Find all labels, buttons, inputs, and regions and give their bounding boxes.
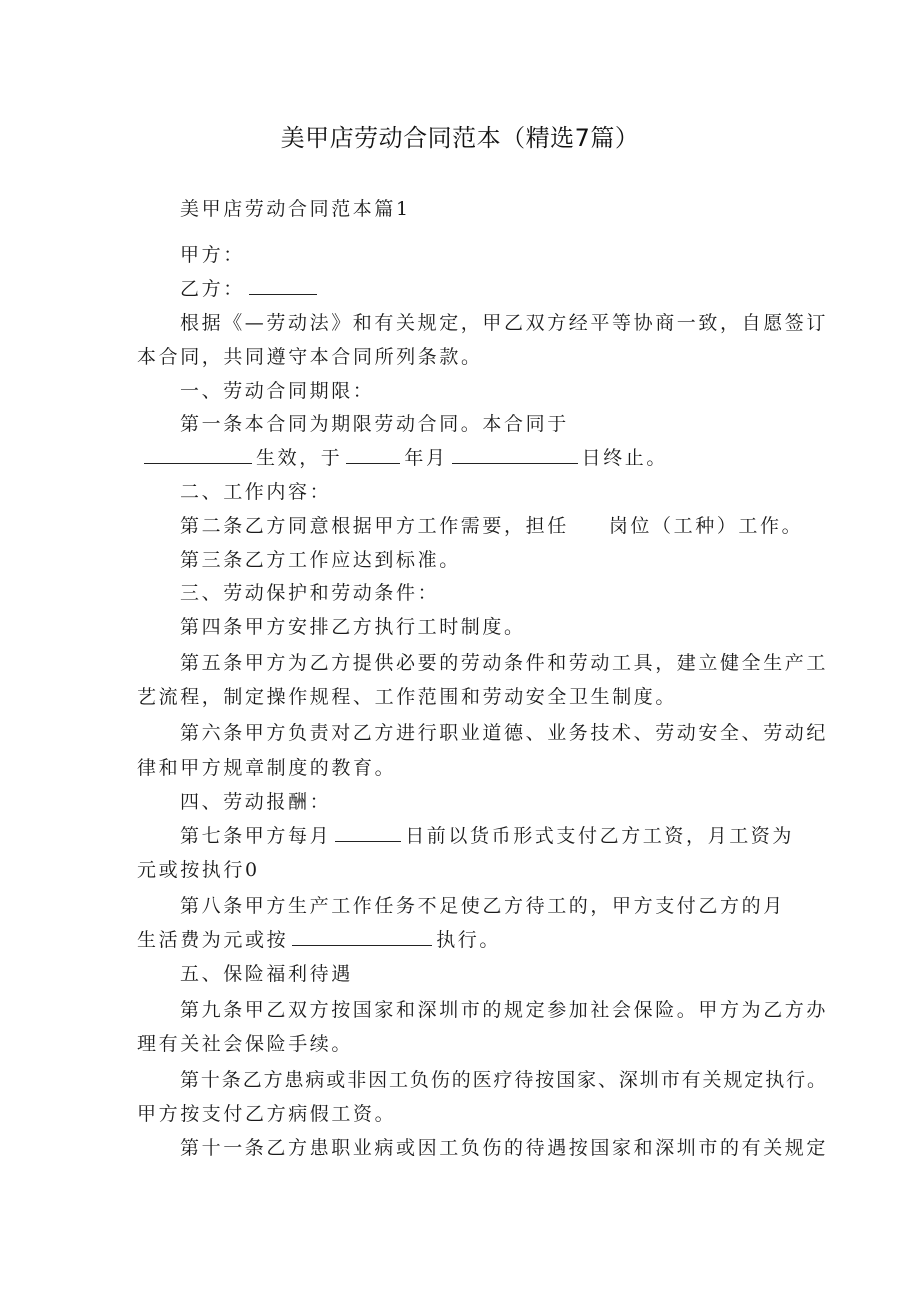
payday-blank — [335, 823, 401, 842]
heading-work-content: 二、工作内容： — [180, 481, 332, 503]
year-blank — [346, 445, 400, 464]
start-date-blank — [144, 445, 252, 464]
article-5-line-2: 艺流程，制定操作规程、工作范围和劳动安全卫生制度。 — [137, 686, 678, 708]
article-5-line-1: 第五条甲方为乙方提供必要的劳动条件和劳动工具，建立健全生产工 — [180, 652, 829, 674]
party-b-label: 乙方： — [180, 278, 245, 300]
document-title: 美甲店劳动合同范本（精选7篇） — [280, 124, 640, 152]
intro-paragraph-line-2: 本合同，共同遵守本合同所列条款。 — [137, 346, 483, 368]
heading-insurance-welfare: 五、保险福利待遇 — [180, 963, 353, 985]
article-7-line-1: 第七条甲方每月 日前以货币形式支付乙方工资，月工资为 — [180, 825, 795, 847]
article-6-line-1: 第六条甲方负责对乙方进行职业道德、业务技术、劳动安全、劳动纪 — [180, 722, 829, 744]
article-1-line-2: 生效，于 年月 日终止。 — [140, 445, 668, 471]
party-a-label: 甲方： — [180, 244, 245, 266]
article-4: 第四条甲方安排乙方执行工时制度。 — [180, 616, 526, 638]
article-10-line-2: 甲方按支付乙方病假工资。 — [137, 1103, 397, 1125]
article-10-line-1: 第十条乙方患病或非因工负伤的医疗待按国家、深圳市有关规定执行。 — [180, 1069, 828, 1091]
article-6-line-2: 律和甲方规章制度的教育。 — [137, 757, 397, 779]
article-1-line-1: 第一条本合同为期限劳动合同。本合同于 — [180, 413, 569, 435]
section-heading: 美甲店劳动合同范本篇1 — [180, 198, 411, 220]
living-allowance-blank — [292, 927, 432, 946]
party-b-line — [180, 276, 321, 302]
article-2: 第二条乙方同意根据甲方工作需要，担任 岗位（工种）工作。 — [180, 515, 804, 537]
article-3: 第三条乙方工作应达到标准。 — [180, 549, 461, 571]
intro-paragraph-line-1: 根据《—劳动法》和有关规定，甲乙双方经平等协商一致，自愿签订 — [180, 312, 829, 334]
article-11-line-1: 第十一条乙方患职业病或因工负伤的待遇按国家和深圳市的有关规定 — [180, 1137, 829, 1159]
article-9-line-1: 第九条甲乙双方按国家和深圳市的规定参加社会保险。甲方为乙方办 — [180, 999, 829, 1021]
article-8-line-1: 第八条甲方生产工作任务不足使乙方待工的，甲方支付乙方的月 — [180, 895, 785, 917]
heading-remuneration: 四、劳动报酬： — [180, 791, 332, 813]
party-b-blank — [249, 276, 317, 295]
article-9-line-2: 理有关社会保险手续。 — [137, 1033, 354, 1055]
article-8-line-2: 生活费为元或按 执行。 — [137, 929, 502, 951]
heading-contract-term: 一、劳动合同期限： — [180, 380, 375, 402]
end-date-blank — [452, 445, 578, 464]
article-7-line-2: 元或按执行0 — [137, 859, 260, 881]
heading-labor-protection: 三、劳动保护和劳动条件： — [180, 582, 440, 604]
